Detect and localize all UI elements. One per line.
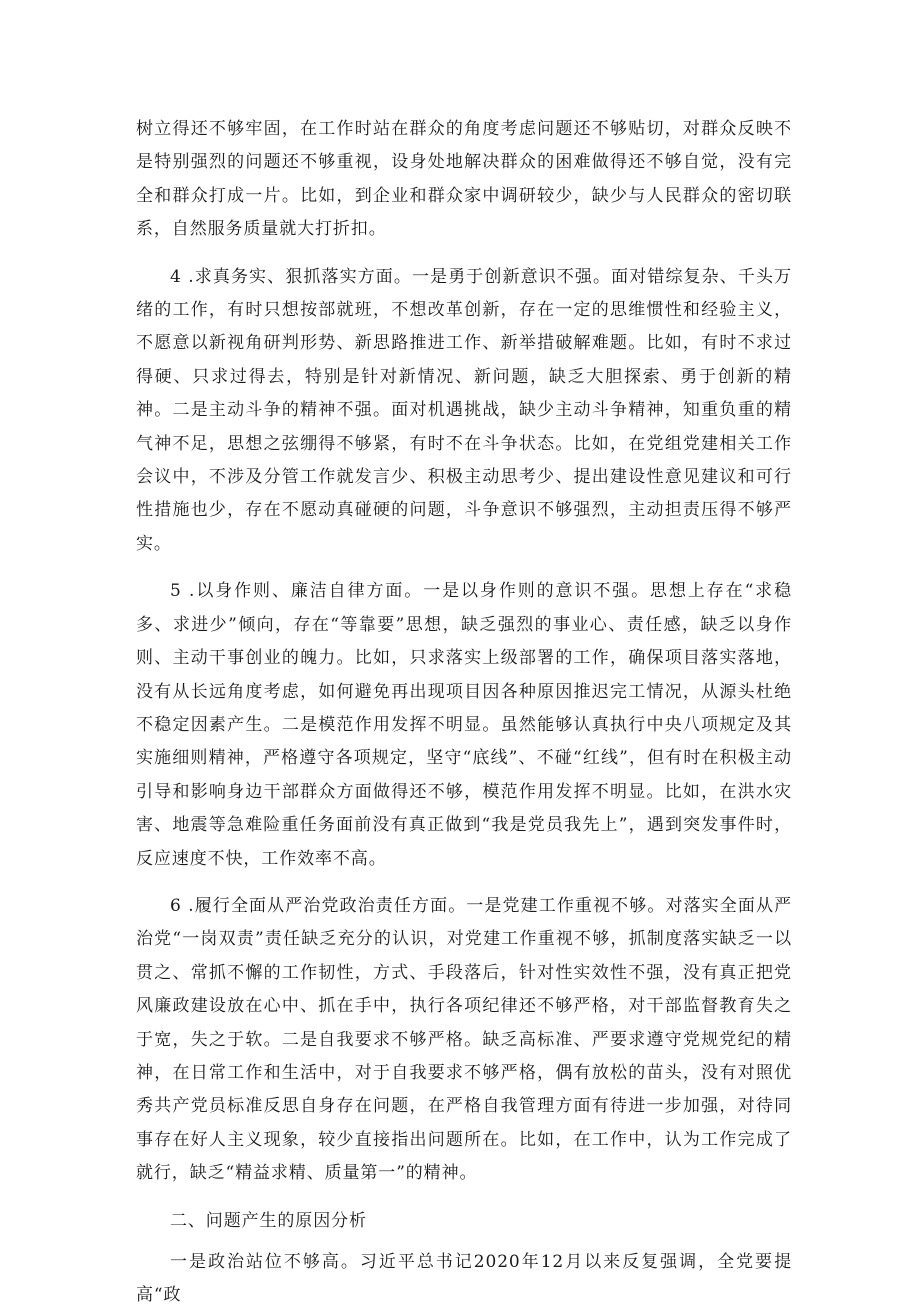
document-page xyxy=(136,113,792,1313)
paragraph-cause-1: 一是政治站位不够高。习近平总书记2020年12月以来反复强调，全党要提高“政 xyxy=(136,1252,792,1306)
section-heading: 二、问题产生的原因分析 xyxy=(170,1210,367,1231)
paragraph-continued: 树立得还不够牢固，在工作时站在群众的角度考虑问题还不够贴切，对群众反映不是特别强烈的问题还不够重视，设身处地解决群众的困难做得还不够自觉，没有完全和群众打成一片。比如，到企业和群众家中调研较少，缺少与人民群众的密切联系，自然服务质量就大打折扣。 xyxy=(136,119,792,240)
paragraph-item-5: 5 .以身作则、廉洁自律方面。一是以身作则的意识不强。思想上存在“求稳多、求进少”倾向，存在“等靠要”思想，缺乏强烈的事业心、责任感，缺乏以身作则、主动干事创业的魄力。比如，只求落实上级部署的工作，确保项目落实落地，没有从长远角度考虑，如何避免再出现项目因各种原因推迟完工情况，从源头杜绝不稳定因素产生。二是模范作用发挥不明显。虽然能够认真执行中央八项规定及其实施细则精神，严格遵守各项规定，坚守“底线”、不碰“红线”，但有时在积极主动引导和影响身边干部群众方面做得还不够，模范作用发挥不明显。比如，在洪水灾害、地震等急难险重任务面前没有真正做到“我是党员我先上”，遇到突发事件时，反应速度不快，工作效率不高。 xyxy=(136,581,792,869)
paragraph-item-6: 6 .履行全面从严治党政治责任方面。一是党建工作重视不够。对落实全面从严治党“一岗双责”责任缺乏充分的认识，对党建工作重视不够，抓制度落实缺乏一以贯之、常抓不懈的工作韧性，方式、手段落后，针对性实效性不强，没有真正把党风廉政建设放在心中、抓在手中，执行各项纪律还不够严格，对干部监督教育失之于宽，失之于软。二是自我要求不够严格。缺乏高标准、严要求遵守党规党纪的精神，在日常工作和生活中，对于自我要求不够严格，偶有放松的苗头，没有对照优秀共产党员标准反思自身存在问题，在严格自我管理方面有待进一步加强，对待同事存在好人主义现象，较少直接指出问题所在。比如，在工作中，认为工作完成了就行，缺乏“精益求精、质量第一”的精神。 xyxy=(136,895,792,1184)
paragraph-item-4: 4 .求真务实、狠抓落实方面。一是勇于创新意识不强。面对错综复杂、千头万绪的工作，有时只想按部就班，不想改革创新，存在一定的思维惯性和经验主义，不愿意以新视角研判形势、新思路推进工作、新举措破解难题。比如，有时不求过得硬、只求过得去，特别是针对新情况、新问题，缺乏大胆探索、勇于创新的精神。二是主动斗争的精神不强。面对机遇挑战，缺少主动斗争精神，知重负重的精气神不足，思想之弦绷得不够紧，有时不在斗争状态。比如，在党组党建相关工作会议中，不涉及分管工作就发言少、积极主动思考少、提出建设性意见建议和可行性措施也少，存在不愿动真碰硬的问题，斗争意识不够强烈，主动担责压得不够严实。 xyxy=(136,266,792,554)
